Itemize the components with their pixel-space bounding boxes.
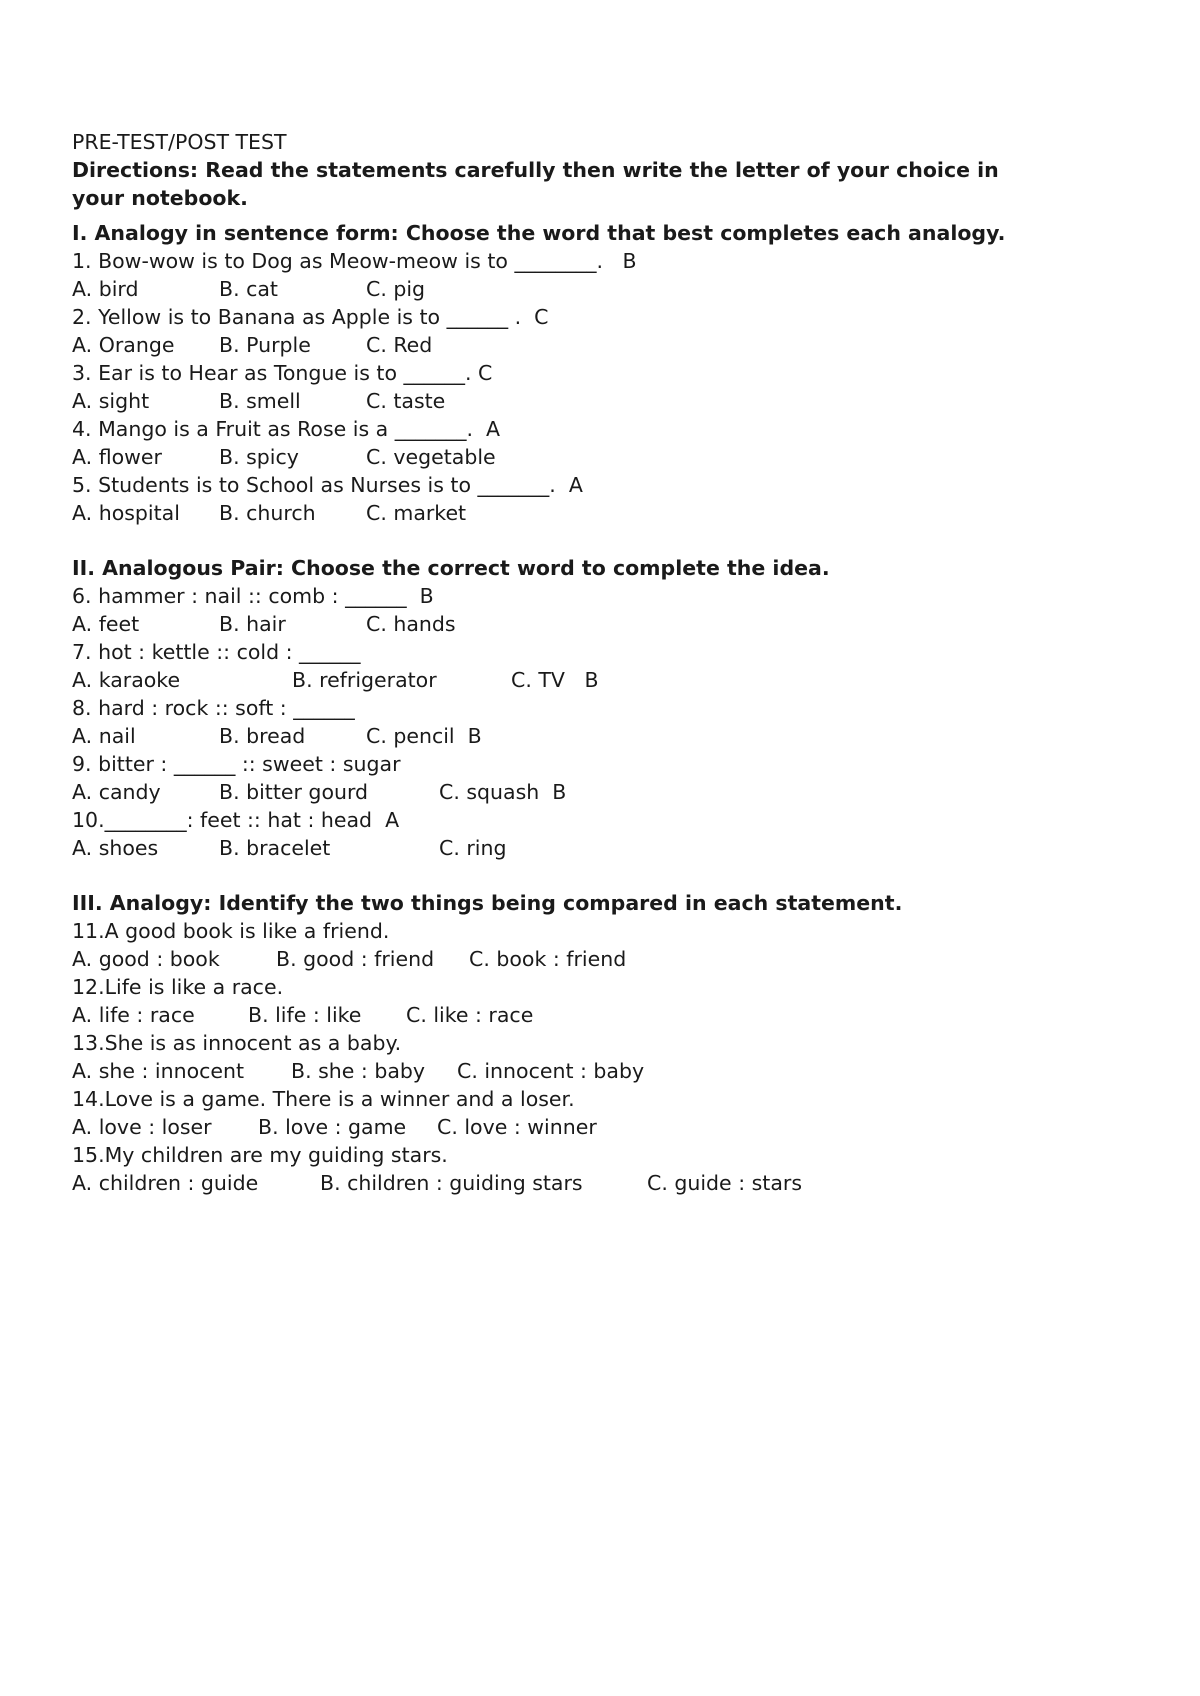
section-spacer xyxy=(72,862,1132,889)
choice-b: B. good : friend xyxy=(276,947,435,971)
choices-5 xyxy=(72,499,1132,527)
choice-a: A. karaoke xyxy=(72,668,181,692)
test-document xyxy=(72,128,1132,1197)
choice-a: A. love : loser xyxy=(72,1115,212,1139)
section-heading-1: I. Analogy in sentence form: Choose the word that best completes each analogy. xyxy=(72,221,1006,245)
directions-line-2: your notebook. xyxy=(72,186,248,210)
choices-2 xyxy=(72,331,1132,359)
question-10: 10.________: feet :: hat : head A xyxy=(72,808,400,832)
question-6: 6. hammer : nail :: comb : ______ B xyxy=(72,584,434,608)
choice-b: B. she : baby xyxy=(291,1059,426,1083)
choice-b: B. bitter gourd xyxy=(219,780,369,804)
question-8: 8. hard : rock :: soft : ______ xyxy=(72,696,355,720)
choice-a: A. life : race xyxy=(72,1003,195,1027)
choices-14 xyxy=(72,1113,1132,1141)
choice-a: A. bird xyxy=(72,277,139,301)
choice-c: C. Red xyxy=(366,333,433,357)
choice-c: C. taste xyxy=(366,389,446,413)
choice-c: C. hands xyxy=(366,612,456,636)
choice-b: B. bread xyxy=(219,724,306,748)
section-heading-2: II. Analogous Pair: Choose the correct word to complete the idea. xyxy=(72,556,830,580)
choice-c: C. TV B xyxy=(511,668,599,692)
choice-b: B. children : guiding stars xyxy=(320,1171,583,1195)
choices-7 xyxy=(72,666,1132,694)
section-spacer xyxy=(72,527,1132,554)
choice-a: A. she : innocent xyxy=(72,1059,245,1083)
choices-8 xyxy=(72,722,1132,750)
doc-title: PRE-TEST/POST TEST xyxy=(72,130,287,154)
choice-c: C. love : winner xyxy=(437,1115,597,1139)
choice-a: A. nail xyxy=(72,724,136,748)
question-2: 2. Yellow is to Banana as Apple is to ______ . C xyxy=(72,305,549,329)
choice-b: B. love : game xyxy=(258,1115,407,1139)
question-4: 4. Mango is a Fruit as Rose is a _______. A xyxy=(72,417,501,441)
choice-a: A. candy xyxy=(72,780,161,804)
choice-b: B. church xyxy=(219,501,316,525)
question-3: 3. Ear is to Hear as Tongue is to ______. C xyxy=(72,361,493,385)
choice-b: B. spicy xyxy=(219,445,299,469)
choice-b: B. bracelet xyxy=(219,836,331,860)
choice-b: B. refrigerator xyxy=(292,668,437,692)
choice-a: A. Orange xyxy=(72,333,175,357)
choices-4 xyxy=(72,443,1132,471)
choice-b: B. cat xyxy=(219,277,278,301)
choice-a: A. shoes xyxy=(72,836,159,860)
directions-line-1: Directions: Read the statements carefully then write the letter of your choice in xyxy=(72,158,999,182)
question-12: 12.Life is like a race. xyxy=(72,975,284,999)
choice-a: A. sight xyxy=(72,389,150,413)
choice-c: C. book : friend xyxy=(469,947,627,971)
choice-b: B. smell xyxy=(219,389,301,413)
choice-c: C. squash B xyxy=(439,780,567,804)
question-7: 7. hot : kettle :: cold : ______ xyxy=(72,640,361,664)
choice-b: B. life : like xyxy=(248,1003,362,1027)
choice-b: B. hair xyxy=(219,612,286,636)
choice-a: A. hospital xyxy=(72,501,180,525)
choices-1 xyxy=(72,275,1132,303)
choices-9 xyxy=(72,778,1132,806)
choices-15 xyxy=(72,1169,1132,1197)
question-5: 5. Students is to School as Nurses is to _______. A xyxy=(72,473,583,497)
question-13: 13.She is as innocent as a baby. xyxy=(72,1031,402,1055)
choice-b: B. Purple xyxy=(219,333,311,357)
question-15: 15.My children are my guiding stars. xyxy=(72,1143,448,1167)
choice-c: C. vegetable xyxy=(366,445,496,469)
choice-c: C. pencil B xyxy=(366,724,482,748)
choice-c: C. like : race xyxy=(406,1003,534,1027)
choice-c: C. innocent : baby xyxy=(457,1059,645,1083)
question-1: 1. Bow-wow is to Dog as Meow-meow is to ________. B xyxy=(72,249,637,273)
choices-6 xyxy=(72,610,1132,638)
question-11: 11.A good book is like a friend. xyxy=(72,919,390,943)
choice-a: A. flower xyxy=(72,445,162,469)
choice-a: A. good : book xyxy=(72,947,220,971)
choice-a: A. feet xyxy=(72,612,140,636)
choices-11 xyxy=(72,945,1132,973)
choice-c: C. guide : stars xyxy=(647,1171,803,1195)
choice-c: C. market xyxy=(366,501,467,525)
choices-10 xyxy=(72,834,1132,862)
choice-a: A. children : guide xyxy=(72,1171,259,1195)
choice-c: C. pig xyxy=(366,277,426,301)
question-14: 14.Love is a game. There is a winner and a loser. xyxy=(72,1087,575,1111)
choice-c: C. ring xyxy=(439,836,507,860)
choices-3 xyxy=(72,387,1132,415)
question-9: 9. bitter : ______ :: sweet : sugar xyxy=(72,752,401,776)
choices-13 xyxy=(72,1057,1132,1085)
choices-12 xyxy=(72,1001,1132,1029)
section-heading-3: III. Analogy: Identify the two things being compared in each statement. xyxy=(72,891,903,915)
